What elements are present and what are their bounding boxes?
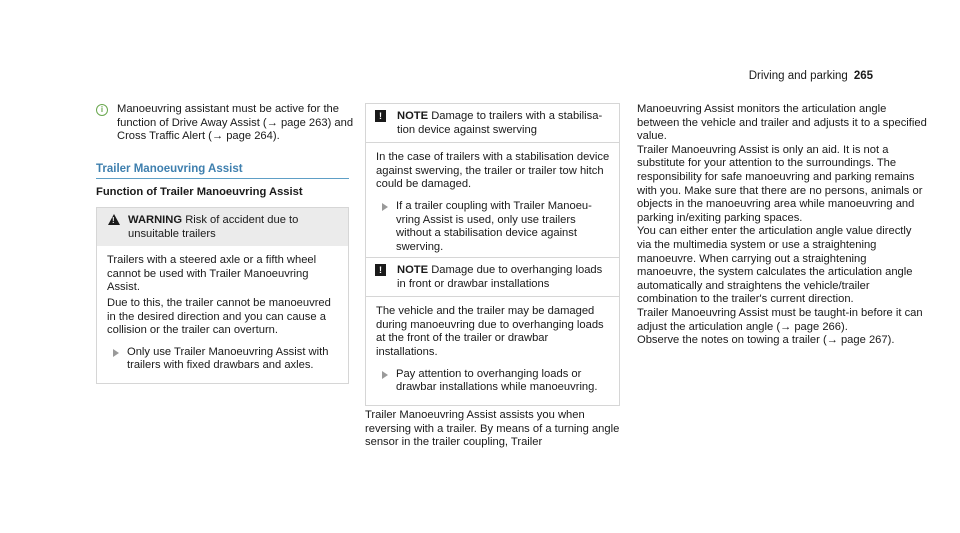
warning-box bbox=[96, 207, 349, 384]
body-paragraph: Trailer Manoeuvring Assist must be taught-in before it can adjust the articulation angle (→ page 266). bbox=[637, 306, 923, 333]
subsection-title: Function of Trailer Manoeuvring Assist bbox=[96, 186, 303, 198]
arrow-right-icon bbox=[382, 371, 388, 379]
page-header bbox=[749, 70, 873, 84]
notice-bullet bbox=[376, 200, 611, 254]
notice-title: Damage to trailers with a stabilisation device against swerving bbox=[397, 110, 603, 136]
info-note-text: Manoeuvring assistant must be active for the function of Drive Away Assist (→ page 263) and Cross Traffic Alert (→ page 264). bbox=[117, 103, 354, 143]
notice-bullet-text: Pay attention to overhanging loads or drawbar installations while manoeuvring. bbox=[396, 367, 598, 394]
notice-bullet-text: If a trailer coupling with Trailer Manoeuvring Assist is used, only use trailers without a stabilisation device against swerving. bbox=[396, 199, 592, 253]
notice-header bbox=[366, 258, 619, 296]
notice-header bbox=[366, 104, 619, 142]
warning-title: Risk of accident due to unsuitable trailers bbox=[128, 214, 299, 240]
body-text: Trailer Manoeuvring Assist assists you when reversing with a trailer. By means of a turning angle sensor in the trailer coupling, Trailer bbox=[365, 409, 620, 449]
arrow-right-icon bbox=[382, 203, 388, 211]
body-paragraph: Manoeuvring Assist monitors the articulation angle between the vehicle and trailer and adjusts it to a specified value. bbox=[637, 103, 927, 143]
warning-bullet-text: Only use Trailer Manoeuvring Assist with trailers with fixed drawbars and axles. bbox=[127, 345, 329, 372]
body-paragraph: Observe the notes on towing a trailer (→ page 267). bbox=[637, 334, 895, 347]
notice-box-2 bbox=[365, 257, 620, 406]
warning-bullet bbox=[107, 346, 340, 373]
exclamation-square-icon: ! bbox=[375, 264, 386, 276]
notice-body bbox=[366, 296, 619, 405]
section-title: Trailer Manoeuvring Assist bbox=[96, 163, 243, 175]
header-section: Driving and parking bbox=[748, 70, 848, 82]
page-number: 265 bbox=[853, 70, 873, 82]
arrow-right-icon bbox=[113, 349, 119, 357]
notice-body bbox=[366, 142, 619, 264]
notice-title: Damage due to overhanging loads in front or drawbar installations bbox=[397, 264, 603, 290]
body-paragraph: You can either enter the articulation angle value directly via the multimedia system or use a straightening manoeuvre. When carrying out a straightening manoeuvre, the system calculates the articulation angle automatically and straightens the vehicle/trailer combination to the trailer's current direction. bbox=[637, 225, 913, 306]
notice-paragraph: The vehicle and the trailer may be damaged during manoeuvring due to overhanging loads at the front of the trailer or drawbar installations. bbox=[376, 305, 604, 358]
section-divider bbox=[96, 178, 349, 179]
info-note bbox=[96, 103, 354, 144]
warning-header bbox=[97, 208, 348, 246]
notice-paragraph: In the case of trailers with a stabilisation device against swerving, the trailer or trailer tow hitch could be damaged. bbox=[376, 151, 610, 191]
warning-paragraph: Due to this, the trailer cannot be manoeuvred in the desired direction and you can cause a collision or the trailer can overturn. bbox=[107, 296, 331, 337]
right-column bbox=[637, 103, 927, 348]
body-paragraph: Trailer Manoeuvring Assist is only an aid. It is not a substitute for your attention to the surroundings. The responsibility for safe manoeuvring and parking remains with you. Make sure that there are no persons, animals or objects in the manoeuvring area while manoeuvring and parking in/exiting parking spaces. bbox=[637, 143, 923, 224]
warning-label: WARNING bbox=[128, 214, 183, 226]
notice-bullet bbox=[376, 368, 611, 395]
notice-label: NOTE bbox=[397, 110, 429, 122]
notice-box-1 bbox=[365, 103, 620, 265]
warning-body bbox=[97, 246, 348, 383]
info-circle-icon: i bbox=[96, 104, 108, 116]
exclamation-square-icon: ! bbox=[375, 110, 386, 122]
warning-paragraph: Trailers with a steered axle or a fifth wheel cannot be used with Trailer Manoeuvring Assist. bbox=[107, 254, 317, 294]
notice-label: NOTE bbox=[397, 264, 429, 276]
warning-triangle-icon: ! bbox=[108, 214, 120, 225]
